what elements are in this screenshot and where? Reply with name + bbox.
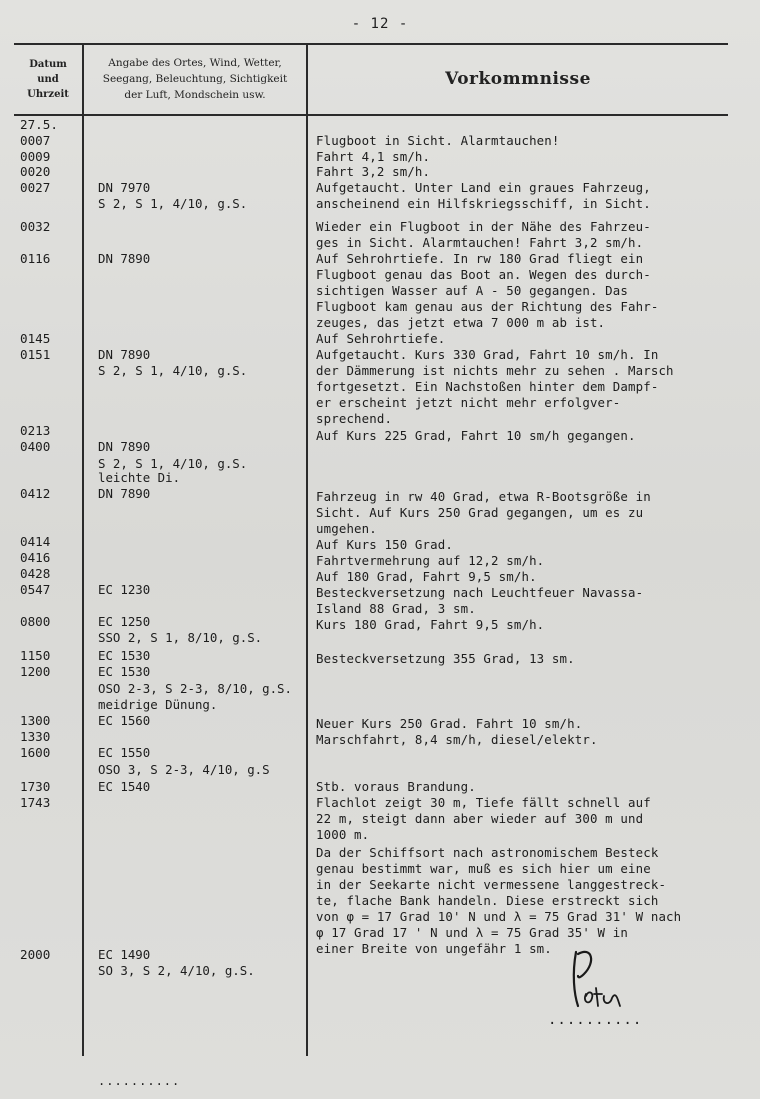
weather-entry: OSO 3, S 2-3, 4/10, g.S [98,762,270,777]
time-entry: 1300 [20,713,51,728]
time-entry: 0400 [20,439,51,454]
event-line: in der Seekarte nicht vermessene langgestreck- [316,877,667,892]
event-line: der Dämmerung ist nichts mehr zu sehen . Marsch [316,363,674,378]
header-position-line: der Luft, Mondschein usw. [124,89,266,101]
position-entry: EC 1230 [98,582,151,597]
event-line: Aufgetaucht. Kurs 330 Grad, Fahrt 10 sm/h. In [316,347,659,362]
weather-entry: S 2, S 1, 4/10, g.S. [98,456,248,471]
time-entry: 0151 [20,347,51,362]
event-line: Aufgetaucht. Unter Land ein graues Fahrzeug, [316,180,651,195]
weather-entry: SO 3, S 2, 4/10, g.S. [98,963,255,978]
time-entry: 1743 [20,795,51,810]
header-bottom-rule [14,114,728,116]
event-line: Auf 180 Grad, Fahrt 9,5 sm/h. [316,569,537,584]
time-entry: 1150 [20,648,51,663]
event-line: Fahrt 3,2 sm/h. [316,164,431,179]
time-entry: 0800 [20,614,51,629]
event-line: Island 88 Grad, 3 sm. [316,601,476,616]
position-entry: EC 1250 [98,614,151,629]
weather-entry: SSO 2, S 1, 8/10, g.S. [98,630,263,645]
event-line: Flugboot kam genau aus der Richtung des Fahr- [316,299,659,314]
time-entry: 1600 [20,745,51,760]
event-line: einer Breite von ungefähr 1 sm. [316,941,552,956]
event-line: Fahrzeug in rw 40 Grad, etwa R-Bootsgröße in [316,489,651,504]
time-entry: 0416 [20,550,51,565]
time-entry: 0414 [20,534,51,549]
event-line: Flugboot in Sicht. Alarmtauchen! [316,133,560,148]
position-entry: DN 7890 [98,439,151,454]
event-line: Fahrtvermehrung auf 12,2 sm/h. [316,553,545,568]
position-entry: DN 7890 [98,486,151,501]
weather-entry: S 2, S 1, 4/10, g.S. [98,363,248,378]
time-entry: 0009 [20,149,51,164]
time-entry: 0020 [20,164,51,179]
weather-entry: OSO 2-3, S 2-3, 8/10, g.S. [98,681,292,696]
time-entry: 0547 [20,582,51,597]
position-entry: EC 1530 [98,648,151,663]
event-line: Auf Sehrohrtiefe. [316,331,446,346]
event-line: Auf Kurs 225 Grad, Fahrt 10 sm/h gegangen. [316,428,636,443]
event-line: Neuer Kurs 250 Grad. Fahrt 10 sm/h. [316,716,583,731]
position-entry: DN 7890 [98,347,151,362]
event-line: Flugboot genau das Boot an. Wegen des durch- [316,267,651,282]
event-line: Auf Kurs 150 Grad. [316,537,453,552]
time-entry: 0007 [20,133,51,148]
header-position-column [84,46,306,112]
event-line: umgehen. [316,521,377,536]
header-date-line: Uhrzeit [27,88,69,100]
signature-dotted-line: .......... [548,1012,643,1028]
position-entry: EC 1550 [98,745,151,760]
event-line: Kurs 180 Grad, Fahrt 9,5 sm/h. [316,617,545,632]
weather-entry: leichte Di. [98,470,181,485]
event-line: Fahrt 4,1 sm/h. [316,149,431,164]
event-line: φ 17 Grad 17 ' N und λ = 75 Grad 35' W in [316,925,629,940]
event-line: sichtigen Wasser auf A - 50 gegangen. Das [316,283,629,298]
position-entry: EC 1530 [98,664,151,679]
header-top-rule [14,43,728,45]
event-line: sprechend. [316,411,393,426]
event-line: zeuges, das jetzt etwa 7 000 m ab ist. [316,315,606,330]
header-date-line: Datum [29,58,67,70]
time-entry: 1730 [20,779,51,794]
event-line: fortgesetzt. Ein Nachstoßen hinter dem Dampf- [316,379,659,394]
time-entry: 0027 [20,180,51,195]
event-line: Stb. voraus Brandung. [316,779,476,794]
event-line: Besteckversetzung nach Leuchtfeuer Navassa- [316,585,644,600]
header-date-column [14,46,82,112]
event-line: Auf Sehrohrtiefe. In rw 180 Grad fliegt ein [316,251,644,266]
event-line: ges in Sicht. Alarmtauchen! Fahrt 3,2 sm/h. [316,235,644,250]
event-line: te, flache Bank handeln. Diese erstreckt sich [316,893,659,908]
weather-entry: S 2, S 1, 4/10, g.S. [98,196,248,211]
header-position-line: Angabe des Ortes, Wind, Wetter, [108,57,282,69]
position-entry: EC 1490 [98,947,151,962]
time-entry: 0213 [20,423,51,438]
position-entry: DN 7970 [98,180,151,195]
event-line: Sicht. Auf Kurs 250 Grad gegangen, um es zu [316,505,644,520]
position-entry: DN 7890 [98,251,151,266]
position-entry: EC 1540 [98,779,151,794]
date-entry: 27.5. [20,117,58,132]
event-line: Flachlot zeigt 30 m, Tiefe fällt schnell auf [316,795,651,810]
time-entry: 1330 [20,729,51,744]
time-entry: 0116 [20,251,51,266]
column-divider-2 [306,43,308,1056]
time-entry: 0032 [20,219,51,234]
header-date-line: und [37,73,59,85]
event-line: er erscheint jetzt nicht mehr erfolgver- [316,395,621,410]
weather-entry: meidrige Dünung. [98,697,218,712]
event-line: 22 m, steigt dann aber wieder auf 300 m und [316,811,644,826]
time-entry: 0428 [20,566,51,581]
time-entry: 0412 [20,486,51,501]
column-divider-1 [82,43,84,1056]
header-events-column: Vorkommnisse [445,69,591,89]
event-line: Da der Schiffsort nach astronomischem Besteck [316,845,659,860]
header-position-line: Seegang, Beleuchtung, Sichtigkeit [102,73,288,85]
time-entry: 1200 [20,664,51,679]
time-entry: 2000 [20,947,51,962]
page-number: - 12 - [351,16,409,32]
event-line: Marschfahrt, 8,4 sm/h, diesel/elektr. [316,732,598,747]
event-line: anscheinend ein Hilfskriegsschiff, in Sicht. [316,196,651,211]
event-line: Wieder ein Flugboot in der Nähe des Fahrzeu- [316,219,651,234]
event-line: von φ = 17 Grad 10' N und λ = 75 Grad 31' W nach [316,909,682,924]
position-entry: EC 1560 [98,713,151,728]
footer-dotted-line: .......... [98,1074,181,1088]
time-entry: 0145 [20,331,51,346]
event-line: genau bestimmt war, muß es sich hier um eine [316,861,651,876]
event-line: 1000 m. [316,827,370,842]
event-line: Besteckversetzung 355 Grad, 13 sm. [316,651,575,666]
